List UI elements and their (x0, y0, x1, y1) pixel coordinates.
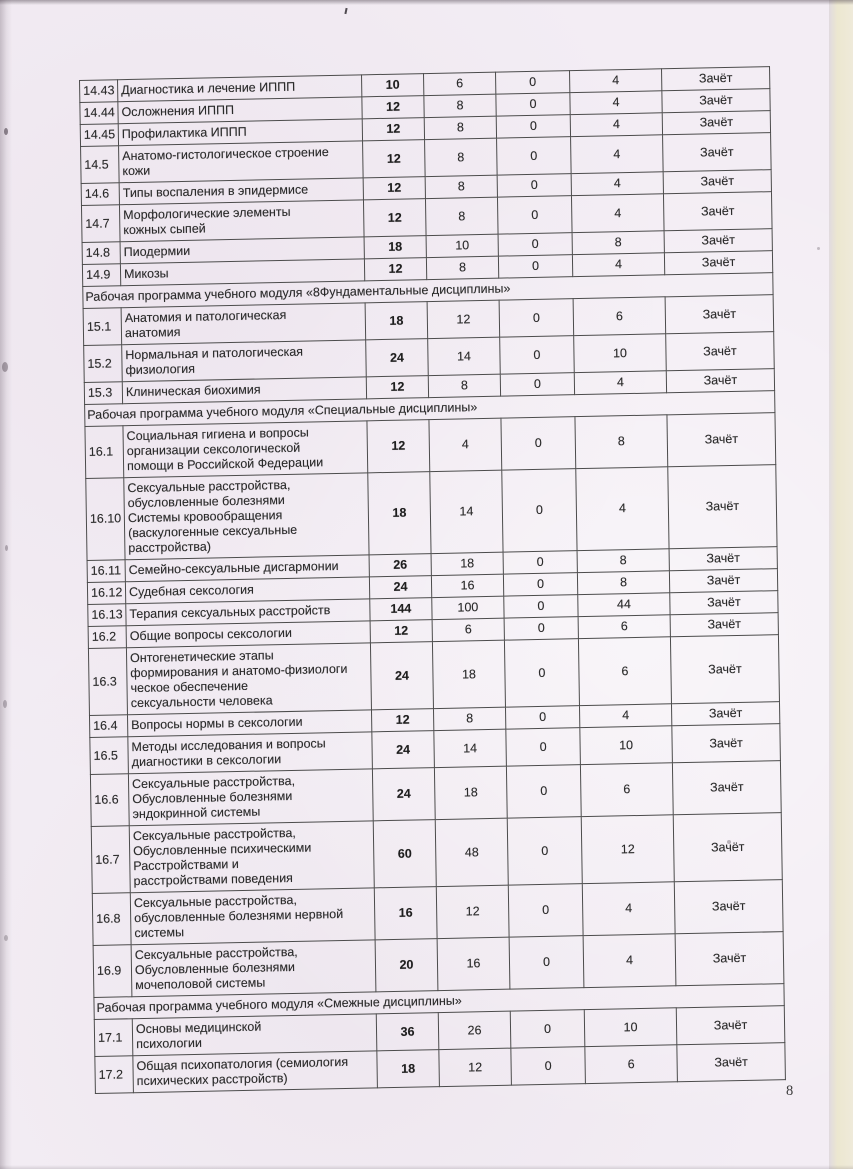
discipline-name: Социальная гигиена и вопросы организации сексологической помощи в Российской Федерации (123, 421, 368, 478)
row-index: 14.44 (80, 102, 118, 125)
scan-speck (4, 935, 8, 941)
hours-cell: 4 (579, 704, 671, 728)
discipline-name: Осложнения ИППП (118, 97, 362, 124)
control-cell: Зачёт (669, 547, 777, 571)
control-cell: Зачёт (663, 133, 772, 172)
discipline-name: Общие вопросы сексологии (126, 621, 370, 648)
hours-cell: 10 (426, 234, 498, 257)
row-index: 14.8 (82, 242, 120, 265)
hours-cell: 10 (580, 726, 673, 765)
control-cell: Зачёт (668, 465, 777, 549)
hours-cell: 26 (438, 1011, 511, 1049)
discipline-name: Сексуальные расстройства, Обусловленные психическими Расстройствами и расстройствами поведения (129, 821, 374, 893)
hours-cell: 4 (429, 418, 502, 471)
hours-cell: 8 (577, 549, 669, 573)
hours-total-cell: 24 (372, 731, 435, 769)
hours-cell: 16 (437, 937, 510, 990)
hours-cell: 12 (581, 815, 674, 884)
hours-cell: 4 (572, 253, 664, 277)
discipline-name: Основы медицинской психологии (132, 1014, 377, 1056)
row-index: 16.10 (86, 478, 125, 561)
control-cell: Зачёт (677, 1043, 786, 1082)
hours-cell: 0 (508, 884, 583, 937)
row-index: 16.2 (88, 626, 126, 649)
hours-cell: 48 (435, 818, 508, 886)
hours-cell: 12 (436, 885, 509, 938)
hours-cell: 8 (424, 94, 496, 117)
section-title: Рабочая программа учебного модуля «8Фундаментальные дисциплины» (83, 273, 773, 309)
hours-total-cell: 12 (367, 420, 430, 473)
hours-cell: 4 (571, 194, 664, 233)
hours-cell: 0 (497, 174, 571, 197)
discipline-name: Онтогенетические этапы формирования и анатомо-физиологи ческое обеспечение сексуальности человека (126, 643, 371, 715)
section-title: Рабочая программа учебного модуля «Смежные дисциплины» (94, 984, 784, 1020)
discipline-name: Сексуальные расстройства, обусловленные болезнями Системы кровообращения (васкулогенные сексуальные расстройства) (124, 473, 369, 560)
row-index: 16.4 (89, 715, 127, 738)
hours-total-cell: 20 (375, 939, 438, 992)
control-cell: Зачёт (663, 192, 772, 231)
hours-cell: 0 (500, 373, 574, 396)
control-cell: Зачёт (675, 932, 784, 986)
hours-cell: 8 (428, 374, 500, 397)
control-cell: Зачёт (666, 369, 774, 393)
section-title: Рабочая программа учебного модуля «Специальные дисциплины» (85, 391, 775, 427)
hours-cell: 6 (580, 763, 673, 817)
control-cell: Зачёт (664, 251, 772, 275)
control-cell: Зачёт (669, 569, 777, 593)
hours-cell: 8 (426, 256, 498, 279)
scan-speck (817, 247, 820, 250)
row-index: 16.7 (91, 826, 130, 894)
hours-total-cell: 144 (370, 598, 432, 621)
hours-total-cell: 18 (364, 236, 426, 259)
row-index: 14.7 (81, 205, 120, 243)
hours-total-cell: 18 (365, 302, 428, 340)
hours-cell: 44 (578, 593, 670, 617)
hours-cell: 0 (498, 233, 572, 256)
hours-cell: 6 (573, 297, 666, 336)
row-index: 14.6 (81, 183, 119, 206)
scan-right-strip (829, 0, 853, 1169)
hours-cell: 4 (571, 135, 664, 174)
curriculum-table (79, 66, 787, 1094)
hours-total-cell: 24 (372, 768, 435, 821)
hours-total-cell: 26 (369, 554, 431, 577)
row-index: 15.3 (84, 382, 122, 405)
row-index: 14.5 (81, 146, 120, 184)
hours-cell: 4 (583, 934, 676, 988)
hours-cell: 18 (431, 552, 503, 575)
hours-cell: 4 (574, 371, 666, 395)
hours-total-cell: 12 (363, 140, 426, 178)
hours-cell: 4 (570, 69, 662, 93)
control-cell: Зачёт (674, 880, 783, 934)
hours-total-cell: 12 (371, 709, 433, 732)
hours-cell: 0 (504, 595, 578, 618)
discipline-name: Терапия сексуальных расстройств (126, 599, 370, 626)
control-cell: Зачёт (665, 295, 774, 334)
hours-cell: 0 (511, 1047, 586, 1085)
page-number: 8 (786, 1083, 794, 1099)
hours-total-cell: 12 (363, 177, 425, 200)
control-cell: Зачёт (667, 413, 776, 467)
scan-speck (5, 545, 8, 551)
discipline-name: Клиническая биохимия (122, 377, 366, 404)
hours-cell: 0 (500, 336, 575, 374)
hours-cell: 8 (577, 571, 669, 595)
row-index: 14.45 (80, 124, 118, 147)
discipline-name: Анатомия и патологическая анатомия (121, 303, 366, 345)
row-index: 15.2 (84, 345, 123, 383)
hours-total-cell: 60 (373, 820, 436, 888)
discipline-name: Вопросы нормы в сексологии (127, 710, 371, 737)
hours-cell: 6 (432, 618, 504, 641)
hours-cell: 6 (585, 1045, 678, 1084)
hours-total-cell: 24 (370, 642, 433, 710)
control-cell: Зачёт (663, 170, 771, 194)
row-index: 17.2 (95, 1056, 134, 1094)
row-index: 16.3 (88, 648, 127, 716)
hours-cell: 8 (425, 175, 497, 198)
hours-total-cell: 16 (374, 887, 437, 940)
row-index: 16.12 (87, 582, 125, 605)
discipline-name: Сексуальные расстройства, обусловленные болезнями нервной системы (130, 888, 375, 945)
row-index: 14.9 (82, 264, 120, 287)
hours-cell: 0 (496, 93, 570, 116)
hours-cell: 14 (430, 470, 503, 553)
control-cell: Зачёт (670, 635, 779, 704)
discipline-name: Типы воспаления в эпидермисе (119, 178, 363, 205)
control-cell: Зачёт (666, 332, 775, 371)
row-index: 16.5 (90, 737, 129, 775)
discipline-name: Пиодермии (120, 237, 364, 264)
control-cell: Зачёт (664, 229, 772, 253)
discipline-name: Профилактика ИППП (118, 119, 362, 146)
hours-cell: 0 (497, 137, 572, 175)
hours-cell: 0 (507, 817, 582, 885)
row-index: 16.8 (92, 893, 131, 946)
hours-cell: 0 (505, 706, 579, 729)
hours-cell: 16 (431, 574, 503, 597)
scan-top-edge (0, 0, 853, 5)
hours-cell: 0 (497, 196, 572, 234)
control-cell: Зачёт (662, 111, 770, 135)
row-index: 15.1 (83, 308, 122, 346)
hours-cell: 0 (502, 469, 577, 552)
hours-total-cell: 12 (362, 118, 424, 141)
hours-cell: 0 (503, 551, 577, 574)
scan-speck (344, 8, 347, 14)
hours-cell: 0 (501, 417, 576, 470)
control-cell: Зачёт (662, 67, 770, 91)
discipline-name: Судебная сексология (125, 577, 369, 604)
hours-cell: 4 (571, 172, 663, 196)
hours-cell: 6 (578, 637, 671, 706)
hours-cell: 0 (498, 255, 572, 278)
row-index: 16.13 (88, 604, 126, 627)
hours-total-cell: 18 (368, 472, 431, 555)
scan-left-edge (0, 0, 12, 1169)
discipline-name: Сексуальные расстройства, Обусловленные болезнями мочеполовой системы (131, 940, 376, 997)
hours-cell: 0 (499, 299, 574, 337)
row-index: 17.1 (94, 1019, 133, 1057)
control-cell: Зачёт (671, 702, 779, 726)
row-index: 16.9 (93, 945, 132, 998)
hours-total-cell: 36 (376, 1013, 439, 1051)
table-row (86, 465, 777, 561)
hours-total-cell: 12 (370, 620, 432, 643)
row-index: 16.6 (90, 774, 129, 827)
scan-speck (2, 362, 8, 372)
hours-cell: 0 (504, 639, 579, 707)
scan-speck (4, 128, 8, 135)
discipline-name: Анатомо-гистологическое строение кожи (119, 141, 364, 183)
discipline-name: Диагностика и лечение ИППП (118, 75, 362, 102)
control-cell: Зачёт (673, 813, 782, 882)
hours-total-cell: 12 (362, 96, 424, 119)
hours-total-cell: 12 (364, 258, 426, 281)
hours-cell: 8 (572, 231, 664, 255)
hours-cell: 4 (570, 113, 662, 137)
hours-cell: 0 (506, 765, 581, 818)
hours-cell: 0 (504, 617, 578, 640)
control-cell: Зачёт (672, 761, 781, 815)
hours-cell: 12 (439, 1048, 512, 1086)
hours-cell: 14 (434, 729, 507, 767)
scan-bottom-edge (0, 1165, 853, 1169)
control-cell: Зачёт (662, 89, 770, 113)
hours-cell: 12 (427, 300, 500, 338)
hours-cell: 6 (424, 72, 496, 95)
hours-total-cell: 12 (366, 376, 428, 399)
control-cell: Зачёт (670, 591, 778, 615)
hours-cell: 18 (432, 640, 505, 708)
control-cell: Зачёт (676, 1006, 785, 1045)
row-index: 16.11 (87, 560, 125, 583)
hours-cell: 18 (434, 766, 507, 819)
discipline-name: Общая психопатология (семиология психических расстройств) (133, 1051, 378, 1093)
discipline-name: Методы исследования и вопросы диагностики в сексологии (128, 732, 373, 774)
discipline-name: Микозы (120, 259, 364, 286)
hours-cell: 0 (503, 573, 577, 596)
hours-cell: 0 (506, 728, 581, 766)
hours-cell: 14 (428, 337, 501, 375)
hours-cell: 6 (578, 615, 670, 639)
discipline-name: Морфологические элементы кожных сыпей (119, 200, 364, 242)
hours-cell: 100 (432, 596, 504, 619)
scan-speck (3, 700, 7, 708)
hours-cell: 4 (576, 467, 669, 551)
hours-total-cell: 12 (363, 199, 426, 237)
hours-cell: 8 (424, 116, 496, 139)
hours-cell: 0 (510, 1010, 585, 1048)
hours-cell: 0 (496, 71, 570, 94)
hours-total-cell: 10 (362, 74, 424, 97)
control-cell: Зачёт (672, 724, 781, 763)
hours-total-cell: 18 (377, 1050, 440, 1088)
hours-total-cell: 24 (366, 339, 429, 377)
hours-cell: 8 (575, 415, 668, 469)
hours-cell: 8 (433, 707, 505, 730)
curriculum-table-grid (79, 66, 786, 1094)
hours-cell: 4 (570, 91, 662, 115)
control-cell: Зачёт (670, 613, 778, 637)
hours-cell: 0 (496, 115, 570, 138)
hours-cell: 4 (582, 882, 675, 936)
hours-cell: 8 (425, 138, 498, 176)
discipline-name: Сексуальные расстройства, Обусловленные болезнями эндокринной системы (128, 769, 373, 826)
hours-total-cell: 24 (369, 576, 431, 599)
hours-cell: 8 (425, 197, 498, 235)
discipline-name: Семейно-сексуальные дисгармонии (125, 555, 369, 582)
row-index: 16.1 (85, 426, 124, 479)
hours-cell: 10 (574, 334, 667, 373)
discipline-name: Нормальная и патологическая физиология (122, 340, 367, 382)
hours-cell: 10 (584, 1008, 677, 1047)
row-index: 14.43 (80, 80, 118, 103)
hours-cell: 0 (509, 936, 584, 989)
